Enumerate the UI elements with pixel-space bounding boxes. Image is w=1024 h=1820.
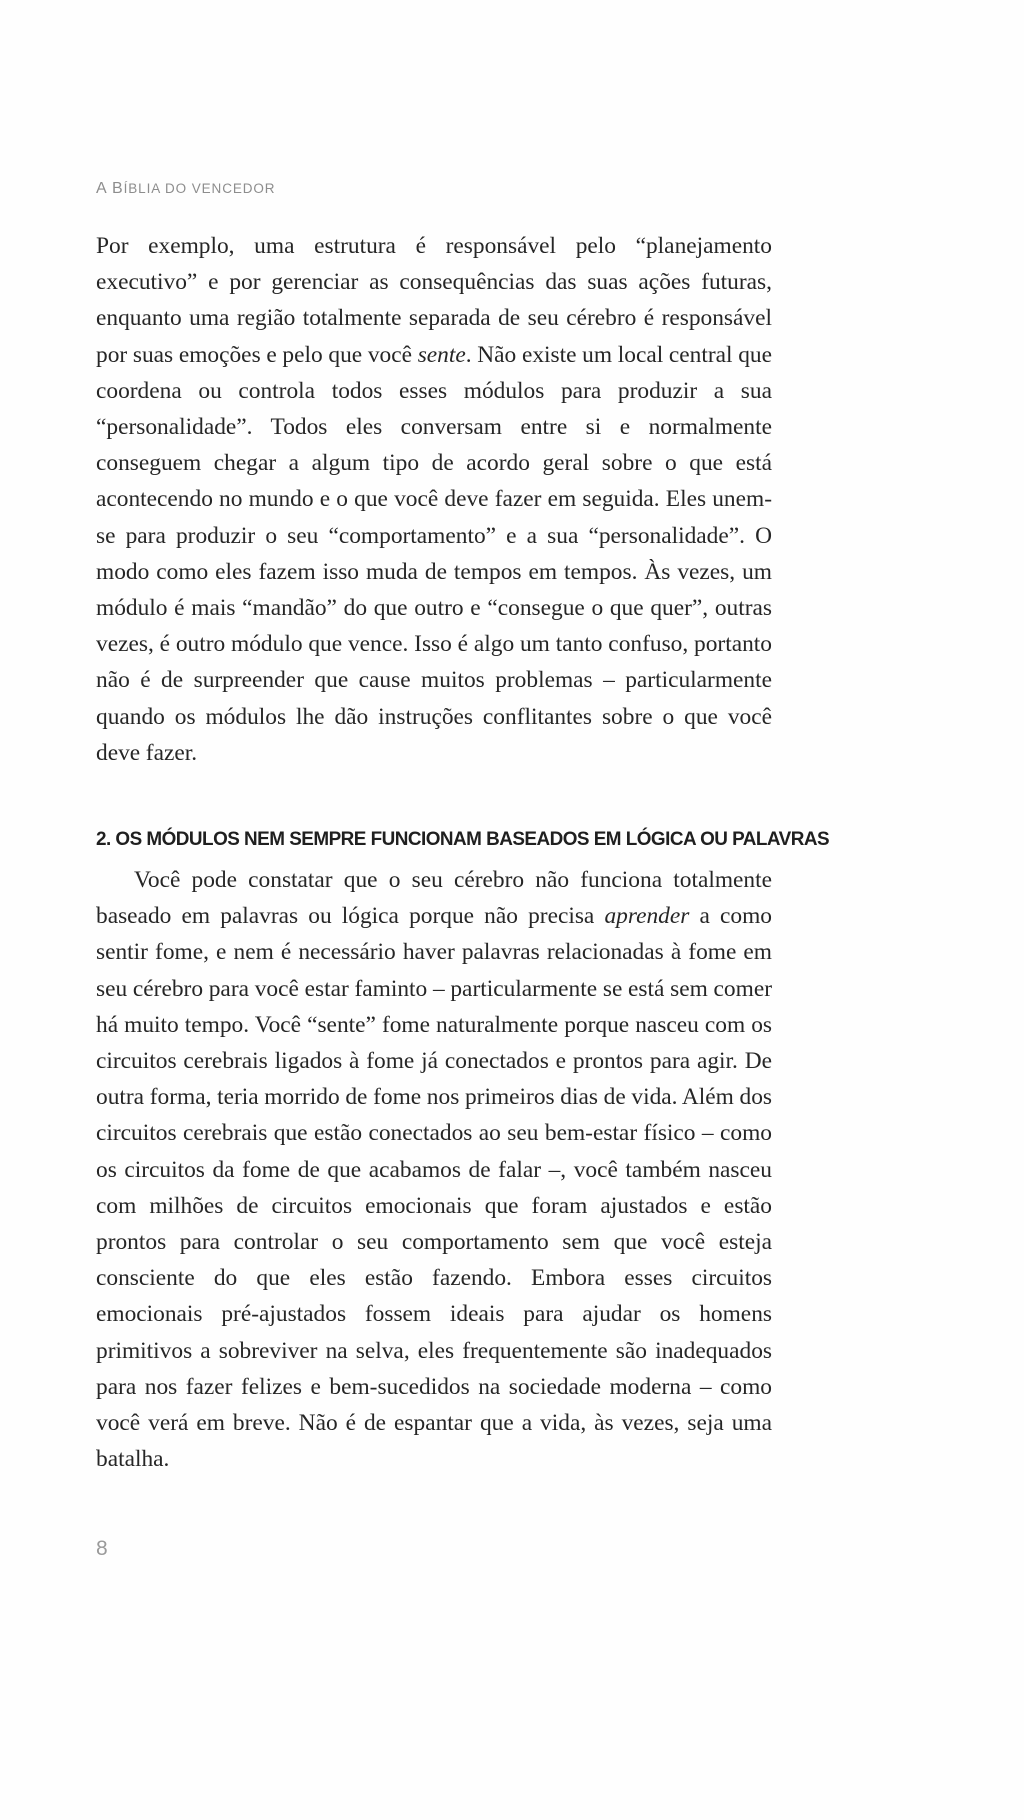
running-head (96, 180, 768, 198)
paragraph-one-part-a: Por exemplo, uma estrutura é responsável pelo “planejamento executivo” e por gerenciar as consequências das suas ações futuras, enquanto uma região totalmente separada de seu cérebro é responsável por suas emoções e pelo que você (96, 233, 772, 368)
paragraph-two-container (96, 862, 772, 1477)
paragraph-two-emphasis: aprender (604, 903, 690, 930)
paragraph-two (96, 862, 772, 1477)
paragraph-one (96, 228, 772, 771)
section-heading (96, 827, 830, 851)
running-head-rest: ÍBLIA DO VENCEDOR (123, 181, 276, 196)
paragraph-two-part-b: a como sentir fome, e nem é necessário haver palavras relacionadas à fome em seu cérebro para você estar faminto – particularmente se está sem comer há muito tempo. Você “sente” fome naturalmente porque nasceu com os circuitos cerebrais ligados à fome já conectados e prontos para agir. De outra forma, teria morrido de fome nos primeiros dias de vida. Além dos circuitos cerebrais que estão conectados ao seu bem-estar físico – como os circuitos da fome de que acabamos de falar –, você também nasceu com milhões de circuitos emocionais que foram ajustados e estão prontos para controlar o seu comportamento sem que você esteja consciente do que eles estão fazendo. Embora esses circuitos emocionais pré-ajustados fossem ideais para ajudar os homens primitivos a sobreviver na selva, eles frequentemente são inadequados para nos fazer felizes e bem-sucedidos na sociedade moderna – como você verá em breve. Não é de espantar que a vida, às vezes, seja uma batalha. (96, 903, 772, 1473)
paragraph-one-emphasis: sente (417, 341, 466, 368)
section-heading-label: 2. OS MÓDULOS NEM SEMPRE FUNCIONAM BASEADOS EM LÓGICA OU PALAVRAS (96, 828, 830, 850)
paragraph-one-container (96, 228, 772, 771)
page-number (96, 1537, 108, 1561)
running-head-initial: A B (96, 180, 124, 197)
paragraph-one-part-b: . Não existe um local central que coordena ou controla todos esses módulos para produzir a sua “personalidade”. Todos eles conversam entre si e normalmente conseguem chegar a algum tipo de acordo geral sobre o que está acontecendo no mundo e o que você deve fazer em seguida. Eles unem-se para produzir o seu “comportamento” e a sua “personalidade”. O modo como eles fazem isso muda de tempos em tempos. Às vezes, um módulo é mais “mandão” do que outro e “consegue o que quer”, outras vezes, é outro módulo que vence. Isso é algo um tanto confuso, portanto não é de surpreender que cause muitos problemas – particularmente quando os módulos lhe dão instruções conflitantes sobre o que você deve fazer. (96, 341, 772, 766)
page-number-value: 8 (96, 1537, 108, 1560)
paragraph-two-part-a: Você pode constatar que o seu cérebro não funciona totalmente baseado em palavras ou lógica porque não precisa (96, 867, 772, 930)
